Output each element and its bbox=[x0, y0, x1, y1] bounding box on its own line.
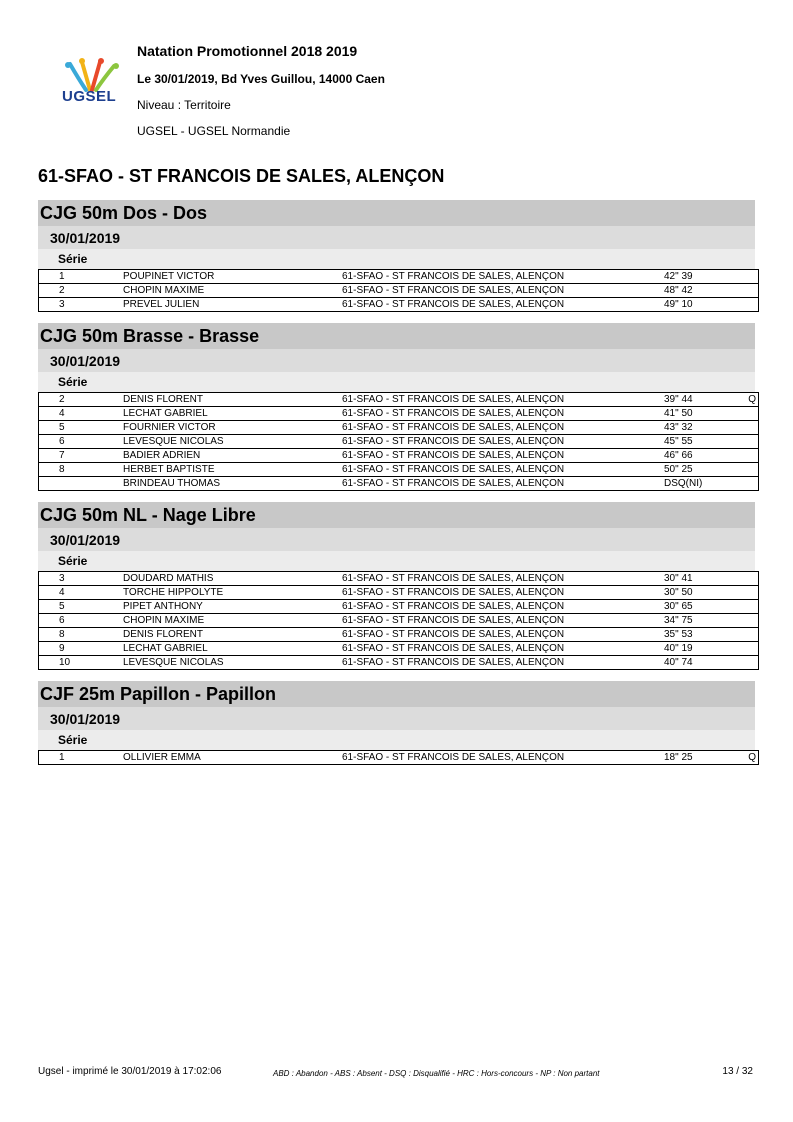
rank-cell: 4 bbox=[39, 407, 124, 421]
table-row bbox=[39, 656, 759, 670]
qualified-cell bbox=[724, 284, 759, 298]
swimmer-name-cell: PREVEL JULIEN bbox=[123, 298, 342, 312]
rank-cell: 6 bbox=[39, 435, 124, 449]
event-block bbox=[38, 502, 755, 670]
qualified-cell bbox=[724, 421, 759, 435]
footer-page-number: 13 / 32 bbox=[722, 1066, 753, 1077]
rank-cell: 2 bbox=[39, 284, 124, 298]
table-row bbox=[39, 600, 759, 614]
qualified-cell bbox=[724, 614, 759, 628]
footer-legend: ABD : Abandon - ABS : Absent - DSQ : Disqualifié - HRC : Hors-concours - NP : Non partant bbox=[273, 1069, 600, 1078]
table-row bbox=[39, 449, 759, 463]
rank-cell: 10 bbox=[39, 656, 124, 670]
qualified-cell bbox=[724, 477, 759, 491]
event-serie-heading: Série bbox=[38, 249, 755, 269]
club-cell: 61-SFAO - ST FRANCOIS DE SALES, ALENÇON bbox=[342, 435, 664, 449]
event-block bbox=[38, 200, 755, 312]
event-date: 30/01/2019 bbox=[38, 226, 755, 249]
event-title: CJF 25m Papillon - Papillon bbox=[38, 681, 755, 707]
event-serie-heading: Série bbox=[38, 551, 755, 571]
club-cell: 61-SFAO - ST FRANCOIS DE SALES, ALENÇON bbox=[342, 572, 664, 586]
club-cell: 61-SFAO - ST FRANCOIS DE SALES, ALENÇON bbox=[342, 586, 664, 600]
rank-cell: 3 bbox=[39, 572, 124, 586]
qualified-cell bbox=[724, 407, 759, 421]
time-cell: 40" 74 bbox=[664, 656, 724, 670]
swimmer-name-cell: CHOPIN MAXIME bbox=[123, 614, 342, 628]
table-row bbox=[39, 393, 759, 407]
qualified-cell bbox=[724, 600, 759, 614]
event-block bbox=[38, 323, 755, 491]
rank-cell: 8 bbox=[39, 628, 124, 642]
time-cell: 30" 41 bbox=[664, 572, 724, 586]
qualified-cell bbox=[724, 642, 759, 656]
table-row bbox=[39, 628, 759, 642]
qualified-cell bbox=[724, 298, 759, 312]
qualified-cell bbox=[724, 270, 759, 284]
swimmer-name-cell: LEVESQUE NICOLAS bbox=[123, 656, 342, 670]
event-serie-heading: Série bbox=[38, 730, 755, 750]
logo-text: UGSEL bbox=[62, 88, 117, 105]
swimmer-name-cell: LEVESQUE NICOLAS bbox=[123, 435, 342, 449]
rank-cell: 8 bbox=[39, 463, 124, 477]
qualified-cell bbox=[724, 628, 759, 642]
table-row bbox=[39, 586, 759, 600]
swimmer-name-cell: PIPET ANTHONY bbox=[123, 600, 342, 614]
table-row bbox=[39, 642, 759, 656]
event-block bbox=[38, 681, 755, 765]
qualified-cell bbox=[724, 586, 759, 600]
club-cell: 61-SFAO - ST FRANCOIS DE SALES, ALENÇON bbox=[342, 614, 664, 628]
events-list bbox=[38, 200, 755, 776]
club-cell: 61-SFAO - ST FRANCOIS DE SALES, ALENÇON bbox=[342, 751, 664, 765]
table-row bbox=[39, 751, 759, 765]
rank-cell: 4 bbox=[39, 586, 124, 600]
swimmer-name-cell: HERBET BAPTISTE bbox=[123, 463, 342, 477]
table-row bbox=[39, 477, 759, 491]
club-cell: 61-SFAO - ST FRANCOIS DE SALES, ALENÇON bbox=[342, 449, 664, 463]
time-cell: 30" 50 bbox=[664, 586, 724, 600]
time-cell: 39" 44 bbox=[664, 393, 724, 407]
table-row bbox=[39, 298, 759, 312]
rank-cell: 2 bbox=[39, 393, 124, 407]
time-cell: 43" 32 bbox=[664, 421, 724, 435]
qualified-cell bbox=[724, 435, 759, 449]
rank-cell: 9 bbox=[39, 642, 124, 656]
club-cell: 61-SFAO - ST FRANCOIS DE SALES, ALENÇON bbox=[342, 421, 664, 435]
time-cell: 49" 10 bbox=[664, 298, 724, 312]
time-cell: 45" 55 bbox=[664, 435, 724, 449]
time-cell: 40" 19 bbox=[664, 642, 724, 656]
club-cell: 61-SFAO - ST FRANCOIS DE SALES, ALENÇON bbox=[342, 298, 664, 312]
time-cell: 42" 39 bbox=[664, 270, 724, 284]
table-row bbox=[39, 572, 759, 586]
rank-cell: 1 bbox=[39, 270, 124, 284]
club-cell: 61-SFAO - ST FRANCOIS DE SALES, ALENÇON bbox=[342, 284, 664, 298]
time-cell: 48" 42 bbox=[664, 284, 724, 298]
swimmer-name-cell: CHOPIN MAXIME bbox=[123, 284, 342, 298]
results-table bbox=[38, 571, 759, 670]
meet-date-place: Le 30/01/2019, Bd Yves Guillou, 14000 Caen bbox=[137, 72, 385, 86]
footer-printed: Ugsel - imprimé le 30/01/2019 à 17:02:06 bbox=[38, 1066, 222, 1077]
club-cell: 61-SFAO - ST FRANCOIS DE SALES, ALENÇON bbox=[342, 407, 664, 421]
time-cell: 35" 53 bbox=[664, 628, 724, 642]
time-cell: 50" 25 bbox=[664, 463, 724, 477]
swimmer-name-cell: LECHAT GABRIEL bbox=[123, 407, 342, 421]
rank-cell: 3 bbox=[39, 298, 124, 312]
swimmer-name-cell: TORCHE HIPPOLYTE bbox=[123, 586, 342, 600]
table-row bbox=[39, 407, 759, 421]
swimmer-name-cell: DENIS FLORENT bbox=[123, 393, 342, 407]
club-cell: 61-SFAO - ST FRANCOIS DE SALES, ALENÇON bbox=[342, 628, 664, 642]
swimmer-name-cell: POUPINET VICTOR bbox=[123, 270, 342, 284]
qualified-cell: Q bbox=[724, 751, 759, 765]
event-date: 30/01/2019 bbox=[38, 528, 755, 551]
meet-organisation: UGSEL - UGSEL Normandie bbox=[137, 124, 291, 138]
qualified-cell bbox=[724, 572, 759, 586]
swimmer-name-cell: DOUDARD MATHIS bbox=[123, 572, 342, 586]
qualified-cell bbox=[724, 463, 759, 477]
event-date: 30/01/2019 bbox=[38, 349, 755, 372]
event-title: CJG 50m Brasse - Brasse bbox=[38, 323, 755, 349]
club-cell: 61-SFAO - ST FRANCOIS DE SALES, ALENÇON bbox=[342, 600, 664, 614]
table-row bbox=[39, 421, 759, 435]
event-title: CJG 50m NL - Nage Libre bbox=[38, 502, 755, 528]
club-cell: 61-SFAO - ST FRANCOIS DE SALES, ALENÇON bbox=[342, 642, 664, 656]
rank-cell: 7 bbox=[39, 449, 124, 463]
results-table bbox=[38, 392, 759, 491]
time-cell: 34" 75 bbox=[664, 614, 724, 628]
club-cell: 61-SFAO - ST FRANCOIS DE SALES, ALENÇON bbox=[342, 463, 664, 477]
swimmer-name-cell: OLLIVIER EMMA bbox=[123, 751, 342, 765]
club-title: 61-SFAO - ST FRANCOIS DE SALES, ALENÇON bbox=[38, 166, 445, 186]
swimmer-name-cell: BADIER ADRIEN bbox=[123, 449, 342, 463]
rank-cell bbox=[39, 477, 124, 491]
club-cell: 61-SFAO - ST FRANCOIS DE SALES, ALENÇON bbox=[342, 656, 664, 670]
rank-cell: 5 bbox=[39, 421, 124, 435]
rank-cell: 5 bbox=[39, 600, 124, 614]
club-cell: 61-SFAO - ST FRANCOIS DE SALES, ALENÇON bbox=[342, 477, 664, 491]
results-table bbox=[38, 269, 759, 312]
time-cell: DSQ(NI) bbox=[664, 477, 724, 491]
swimmer-name-cell: LECHAT GABRIEL bbox=[123, 642, 342, 656]
swimmer-name-cell: DENIS FLORENT bbox=[123, 628, 342, 642]
table-row bbox=[39, 435, 759, 449]
club-cell: 61-SFAO - ST FRANCOIS DE SALES, ALENÇON bbox=[342, 270, 664, 284]
time-cell: 18" 25 bbox=[664, 751, 724, 765]
swimmer-name-cell: BRINDEAU THOMAS bbox=[123, 477, 342, 491]
swimmer-name-cell: FOURNIER VICTOR bbox=[123, 421, 342, 435]
event-title: CJG 50m Dos - Dos bbox=[38, 200, 755, 226]
results-table bbox=[38, 750, 759, 765]
club-cell: 61-SFAO - ST FRANCOIS DE SALES, ALENÇON bbox=[342, 393, 664, 407]
table-row bbox=[39, 463, 759, 477]
meet-level: Niveau : Territoire bbox=[137, 98, 231, 112]
qualified-cell bbox=[724, 449, 759, 463]
time-cell: 46" 66 bbox=[664, 449, 724, 463]
qualified-cell: Q bbox=[724, 393, 759, 407]
meet-title: Natation Promotionnel 2018 2019 bbox=[137, 43, 358, 59]
time-cell: 30" 65 bbox=[664, 600, 724, 614]
event-serie-heading: Série bbox=[38, 372, 755, 392]
rank-cell: 1 bbox=[39, 751, 124, 765]
event-date: 30/01/2019 bbox=[38, 707, 755, 730]
time-cell: 41" 50 bbox=[664, 407, 724, 421]
qualified-cell bbox=[724, 656, 759, 670]
table-row bbox=[39, 284, 759, 298]
table-row bbox=[39, 270, 759, 284]
table-row bbox=[39, 614, 759, 628]
rank-cell: 6 bbox=[39, 614, 124, 628]
